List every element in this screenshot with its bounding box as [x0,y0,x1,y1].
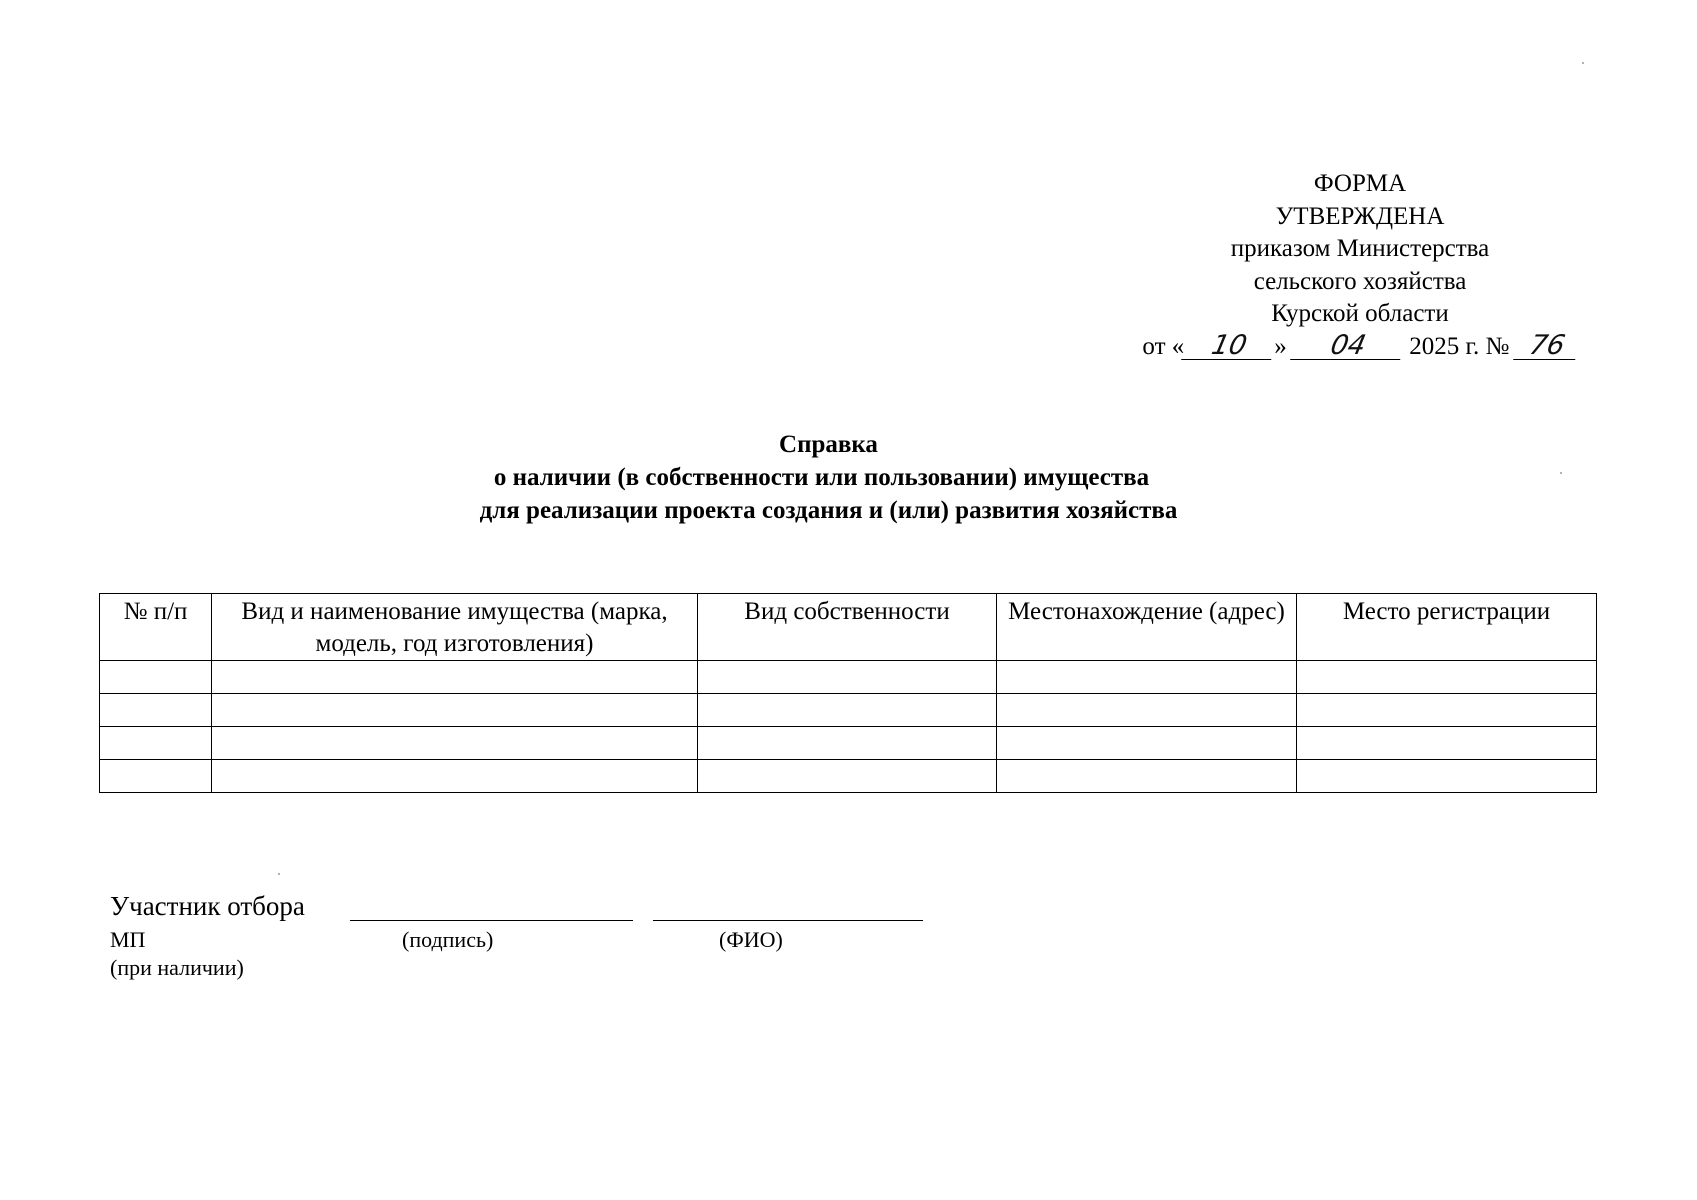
full-name-caption: (ФИО) [719,927,783,952]
handwritten-order-number: 76 [1513,333,1581,360]
table-row [100,760,1597,793]
table-cell[interactable] [100,694,212,727]
title-line: Справка [779,431,878,458]
table-row [100,661,1597,694]
header-registration-place: Место регистрации [1297,594,1597,661]
table-cell[interactable] [212,694,698,727]
table-row [100,727,1597,760]
signature-block [110,890,1010,1010]
property-table [99,593,1597,793]
table-cell[interactable] [997,760,1297,793]
table-cell[interactable] [1297,727,1597,760]
table-cell[interactable] [1297,694,1597,727]
approval-approved-label: УТВЕРЖДЕНА [1275,202,1445,230]
approval-block [1080,168,1640,363]
date-prefix: от « [1142,332,1185,360]
table-cell[interactable] [212,727,698,760]
participant-label: Участник отбора [110,891,305,921]
year-and-number-label: 2025 г. № [1409,332,1510,360]
table-header-row [100,594,1597,661]
stamp-label: МП [110,927,146,952]
table-cell[interactable] [100,727,212,760]
stamp-note: (при наличии) [110,955,244,980]
header-property-name: Вид и наименование имущества (марка, модель, год изготовления) [212,594,698,661]
table-cell[interactable] [100,760,212,793]
approval-order-label: приказом Министерства [1230,235,1490,262]
header-ownership-type: Вид собственности [698,594,997,661]
signature-caption: (подпись) [402,927,494,952]
table-cell[interactable] [212,760,698,793]
scan-speck [1560,472,1562,474]
approval-date-line [1080,331,1640,364]
table-cell[interactable] [997,661,1297,694]
approval-form-label: ФОРМА [1313,170,1407,197]
title-line: о наличии (в собственности или пользовании) имущества [493,464,1150,491]
table-cell[interactable] [698,727,997,760]
table-cell[interactable] [1297,760,1597,793]
table-cell[interactable] [698,694,997,727]
document-title [0,428,1697,527]
scan-speck [278,873,280,875]
table-cell[interactable] [997,727,1297,760]
approval-region-label: Курской области [1271,300,1449,327]
handwritten-day: 10 [1181,333,1277,360]
quote-close: » [1274,332,1287,360]
header-number: № п/п [100,594,212,661]
full-name-line[interactable] [653,920,923,921]
table-cell[interactable] [1297,661,1597,694]
title-line: для реализации проекта создания и (или) развития хозяйства [479,497,1178,524]
table-row [100,694,1597,727]
signature-line[interactable] [350,920,633,921]
table-cell[interactable] [212,661,698,694]
table-cell[interactable] [100,661,212,694]
approval-ministry-label: сельского хозяйства [1253,267,1467,295]
scan-speck [1582,62,1584,64]
table-cell[interactable] [698,661,997,694]
table-cell[interactable] [997,694,1297,727]
handwritten-month: 04 [1290,333,1406,360]
table-cell[interactable] [698,760,997,793]
header-location: Местонахождение (адрес) [997,594,1297,661]
